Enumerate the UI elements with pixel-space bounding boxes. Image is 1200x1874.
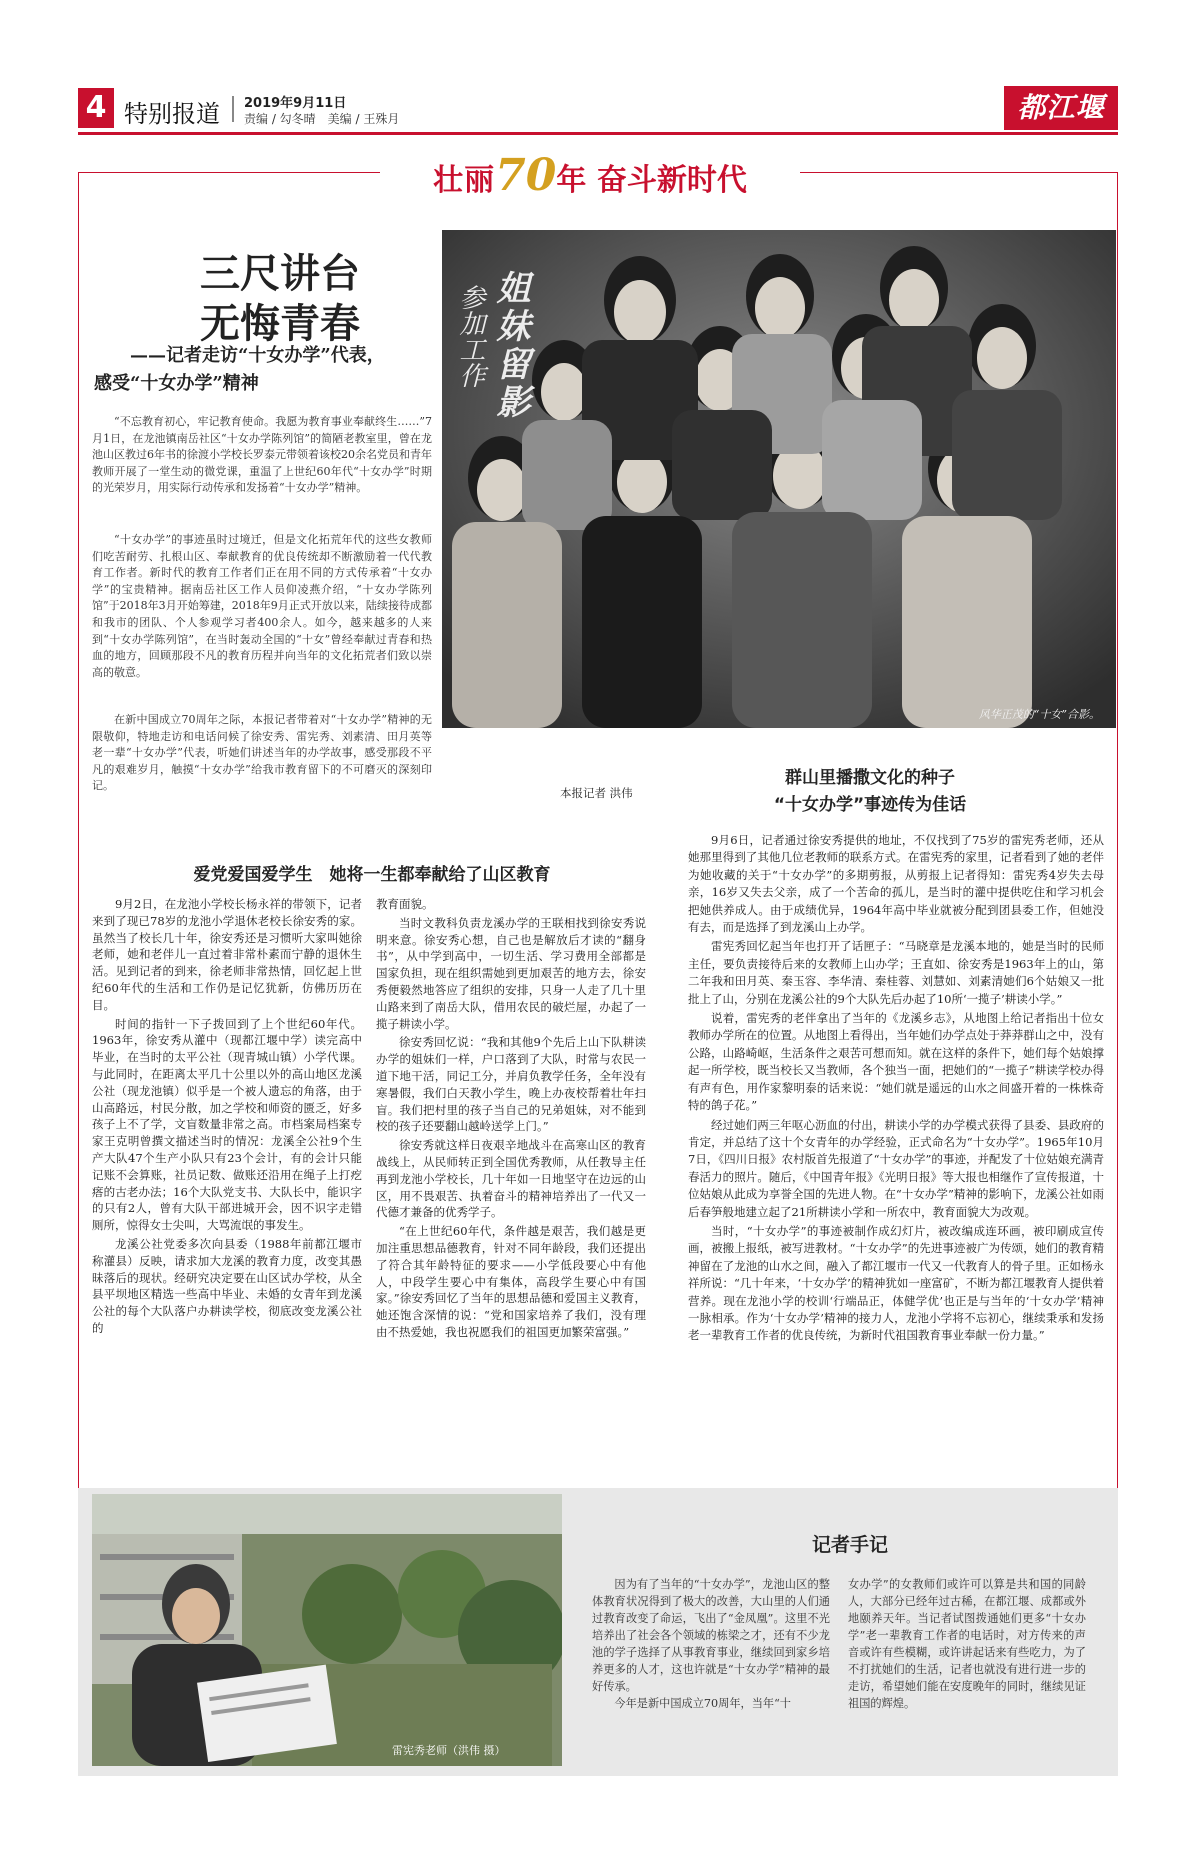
subtitle-line2: 感受“十女办学”精神 (94, 373, 259, 394)
right-article (688, 832, 1104, 1347)
paragraph: “在上世纪60年代，条件越是艰苦，我们越是更加注重思想品德教育，针对不同年龄段，我们还提出了符合其年龄特征的要求——小学低段要心中有他人，中段学生要心中有集体，高段学生要心中有国家。”徐安秀回忆了当年的思想品德和爱国主义教育，她还饱含深情的说：“党和国家培养了我们，没有理由不热爱她，我也祝愿我们的祖国更加繁荣富强。” (376, 1224, 646, 1339)
left-article-col1 (92, 896, 362, 1339)
subtitle-line1: ——记者走访“十女办学”代表， (130, 345, 385, 366)
paragraph: 徐安秀就这样日夜艰辛地战斗在高寒山区的教育战线上，从民师转正到全国优秀教师，从任教导主任再到龙池小学校长，几十年如一日地坚守在边远的山区，用不畏艰苦、执着奋斗的精神培养出了一代又一代德才兼备的优秀学子。 (376, 1138, 646, 1220)
banner-part1: 壮丽 (433, 163, 496, 198)
notes-col1 (592, 1576, 830, 1712)
paragraph: 雷宪秀回忆起当年也打开了话匣子：“马晓章是龙溪本地的，她是当时的民师主任，要负责接待后来的女教师上山办学；王直如、徐安秀是1963年上的山，第二年我和田月英、秦玉容、李华清、秦桂蓉、刘慧如、刘素清她们6个姑娘又一批批上了山，分别在龙溪公社的9个大队先后办起了10所‘一揽子’耕读小学。” (688, 939, 1104, 1006)
banner-part2: 年 奋斗新时代 (556, 163, 747, 198)
group-photo-image (442, 230, 1116, 728)
right-heading-line1: 群山里播撒文化的种子 (785, 768, 955, 788)
right-heading-line2: “十女办学”事迹传为佳话 (773, 795, 967, 815)
headline-line2: 无悔青春 (200, 301, 360, 347)
intro-paragraph-1: “不忘教育初心，牢记教育使命。我愿为教育事业奉献终生……”7月1日，在龙池镇南岳社区“十女办学陈列馆”的简陋老教室里，曾在龙池山区教过6年书的徐渡小学校长罗泰元带领着该校20余名党员和青年教师开展了一堂生动的微党课，重温了上世纪60年代“十女办学”时期的光荣岁月，用实际行动传承和发扬着“十女办学”精神。 (92, 415, 432, 495)
newspaper-logo: 都江堰报 (1004, 86, 1118, 130)
photo-handwriting-2: 参加工作 (455, 284, 485, 388)
section-divider (232, 96, 234, 122)
photo-caption: 风华正茂的“十女”合影。 (978, 708, 1100, 721)
paragraph: 9月2日，在龙池小学校长杨永祥的带领下，记者来到了现已78岁的龙池小学退休老校长徐安秀的家。虽然当了校长几十年，徐安秀还是习惯听大家叫她徐老师，她和老伴儿一直过着非常朴素而宁静的退休生活。见到记者的到来，徐老师非常热情，回忆起上世纪60年代的生活和工作仍是记忆犹新，仿佛历历在目。 (92, 897, 362, 1012)
paragraph: 说着，雷宪秀的老伴拿出了当年的《龙溪乡志》，从地图上给记者指出十位女教师办学所在的位置。从地图上看得出，当年她们办学点处于莽莽群山之中，没有公路，山路崎岖，生活条件之艰苦可想而知。就在这样的条件下，她们每个姑娘撑起一所学校，既当校长又当教师，各个独当一面，把她们的“一揽子”耕读学校办得有声有色，用作家黎明泰的话来说：“她们就是遥远的山水之间盛开着的一株株奇特的鸽子花。” (688, 1011, 1104, 1113)
left-article-col2 (376, 896, 646, 1343)
headline-subtitle (94, 342, 434, 398)
masthead-rule (78, 132, 1118, 135)
intro-paragraph-3: 在新中国成立70周年之际，本报记者带着对“十女办学”精神的无限敬仰，特地走访和电话问候了徐安秀、雷宪秀、刘素清、田月英等老一辈“十女办学”代表，听她们讲述当年的办学故事，感受那段不平凡的艰难岁月，触摸“十女办学”给我市教育留下的不可磨灭的深刻印记。 (92, 713, 432, 793)
paragraph: 时间的指针一下子拨回到了上个世纪60年代。1963年，徐安秀从灌中（现都江堰中学）读完高中毕业，在当时的太平公社（现青城山镇）小学代课。与此同时，在距离太平几十公里以外的高山地区龙溪公社（现龙池镇）似乎是一个被人遗忘的角落，由于山高路远，村民分散，加之学校和师资的匮乏，好多孩子上不了学，文盲数量非常之高。市档案局档案专家王克明曾撰文描述当时的情况：龙溪全公社9个生产大队47个生产小队只有23个会计，有的会计只能记账不会算账，社员记数、做账还沿用在绳子上打疙瘩的古老办法；16个大队党支书、大队长中，能识字的只有2人，曾有大队干部进城开会，因不识字走错厕所，惊得女士尖叫，大骂流氓的事发生。 (92, 1016, 362, 1233)
paragraph: 教育面貌。 (376, 897, 434, 911)
teacher-photo-caption: 雷宪秀老师（洪伟 摄） (392, 1744, 506, 1757)
editors-credit: 责编 / 勾冬晴 美编 / 王殊月 (244, 112, 400, 126)
paragraph: 经过她们两三年呕心沥血的付出，耕读小学的办学模式获得了县委、县政府的肯定，并总结了这十个女青年的办学经验，正式命名为“十女办学”。1965年10月7日，《四川日报》农村版首先报道了“十女办学”的事迹，并配发了十位姑娘充满青春活力的照片。随后，《中国青年报》《光明日报》等大报也相继作了宣传报道，十位姑娘从此成为享誉全国的先进人物。在“十女办学”精神的影响下，龙溪公社如雨后春笋般地建立起了21所耕读小学和一所农中，教育面貌大为改观。 (688, 1117, 1104, 1219)
paragraph: 今年是新中国成立70周年，当年“十 (614, 1697, 791, 1710)
headline-line1: 三尺讲台 (200, 251, 360, 297)
paragraph: 龙溪公社党委多次向县委（1988年前都江堰市称灌县）反映，请求加大龙溪的教育力度，改变其愚昧落后的现状。经研究决定要在山区试办学校，从全县平坝地区精选一些高中毕业、未婚的女青年到龙溪公社的每个大队落户办耕读学校，彻底改变龙溪公社的 (92, 1236, 362, 1335)
paragraph: 当时文教科负责龙溪办学的王联相找到徐安秀说明来意。徐安秀心想，自己也是解放后才读的“翻身书”，从中学到高中，一切生活、学习费用全部都是国家负担，现在组织需她到更加艰苦的地方去，徐安秀便毅然地答应了组织的安排，只身一人走了几十里山路来到了南岳大队，借用农民的破烂屋，办起了一揽子耕读小学。 (376, 915, 646, 1031)
intro-paragraph-2: “十女办学”的事迹虽时过境迁，但是文化拓荒年代的这些女教师们吃苦耐劳、扎根山区、奉献教育的优良传统却不断激励着一代代教育工作者。新时代的教育工作者们正在用不同的方式传承着“十女办学”的宝贵精神。据南岳社区工作人员仰凌燕介绍，“十女办学陈列馆”于2018年3月开始筹建，2018年9月正式开放以来，陆续接待成都和我市的团队、个人参观学习者400余人。如今，越来越多的人来到“十女办学陈列馆”，在当时轰动全国的“十女”曾经奉献过青春和热血的地方，回顾那段不凡的教育历程并向当年的文化拓荒者们致以崇高的敬意。 (92, 533, 432, 679)
paragraph: 徐安秀回忆说：“我和其他9个先后上山下队耕读办学的姐妹们一样，户口落到了大队，时常与农民一道下地干活，同记工分，并肩负教学任务，全年没有寒暑假，我们白天教小学生，晚上办夜校帮着壮年扫盲。我们把村里的孩子当自己的兄弟姐妹，对不能到校的孩子还要翻山越岭送学上门。” (376, 1035, 646, 1134)
paragraph: 因为有了当年的“十女办学”，龙池山区的整体教育状况得到了极大的改善，大山里的人们通过教育改变了命运，飞出了“金凤凰”。这里不光培养出了社会各个领域的栋梁之才，还有不少龙池的学子选择了从事教育事业，继续回到家乡培养更多的人才，这也许就是“十女办学”精神的最好传承。 (592, 1578, 830, 1693)
notes-title: 记者手记 (811, 1534, 888, 1556)
section-name: 特别报道 (124, 100, 220, 128)
photo-handwriting: 姐妹留影 (490, 270, 530, 422)
notes-col2 (848, 1576, 1086, 1712)
paragraph: 女办学”的女教师们或许可以算是共和国的同龄人，大部分已经年过古稀，在都江堰、成都或外地颐养天年。当记者试图拨通她们更多“十女办学”老一辈教育工作者的电话时，对方传来的声音或许有些模糊，或许讲起话来有些吃力，为了不打扰她们的生活，记者也就没有进行进一步的走访，希望她们能在安度晚年的同时，继续见证祖国的辉煌。 (848, 1578, 1086, 1710)
paragraph: 当时，“十女办学”的事迹被制作成幻灯片，被改编成连环画，被印刷成宣传画，被搬上报纸，被写进教材。“十女办学”的先进事迹被广为传颂，她们的教育精神留在了龙池的山水之间，融入了都江堰市一代又一代教育人的骨子里。正如杨永祥所说：“几十年来，‘十女办学’的精神犹如一座富矿，不断为都江堰教育人提供着营养。现在龙池小学的校训‘行端品正，体健学优’也正是与当年的‘十女办学’精神一脉相承。作为‘十女办学’精神的接力人，龙池小学将不忘初心，继续秉承和发扬老一辈教育工作者的优良传统，为新时代祖国教育事业奉献一份力量。” (688, 1223, 1104, 1343)
issue-date: 2019年9月11日 (244, 96, 347, 111)
left-heading: 爱党爱国爱学生 她将一生都奉献给了山区教育 (193, 865, 551, 885)
group-photo (442, 230, 1116, 728)
banner-number: 70 (495, 150, 557, 201)
banner-slogan (380, 150, 800, 204)
byline: 本报记者 洪伟 (560, 786, 633, 800)
teacher-photo (92, 1494, 562, 1766)
teacher-photo-image (92, 1494, 562, 1766)
paragraph: 9月6日，记者通过徐安秀提供的地址，不仅找到了75岁的雷宪秀老师，还从她那里得到了其他几位老教师的联系方式。在雷宪秀的家里，记者看到了她的老伴为她收藏的关于“十女办学”的多期剪报，从剪报上记者得知：雷宪秀4岁失去母亲，16岁又失去父亲，成了一个苦命的孤儿，是当时的灌中提供吃住和学习机会把她供养成人。由于成绩优异，1964年高中毕业就被分配到团县委工作，但她没有去，而是选择了到龙溪山上办学。 (688, 833, 1104, 935)
page-number: 4 (78, 88, 114, 128)
